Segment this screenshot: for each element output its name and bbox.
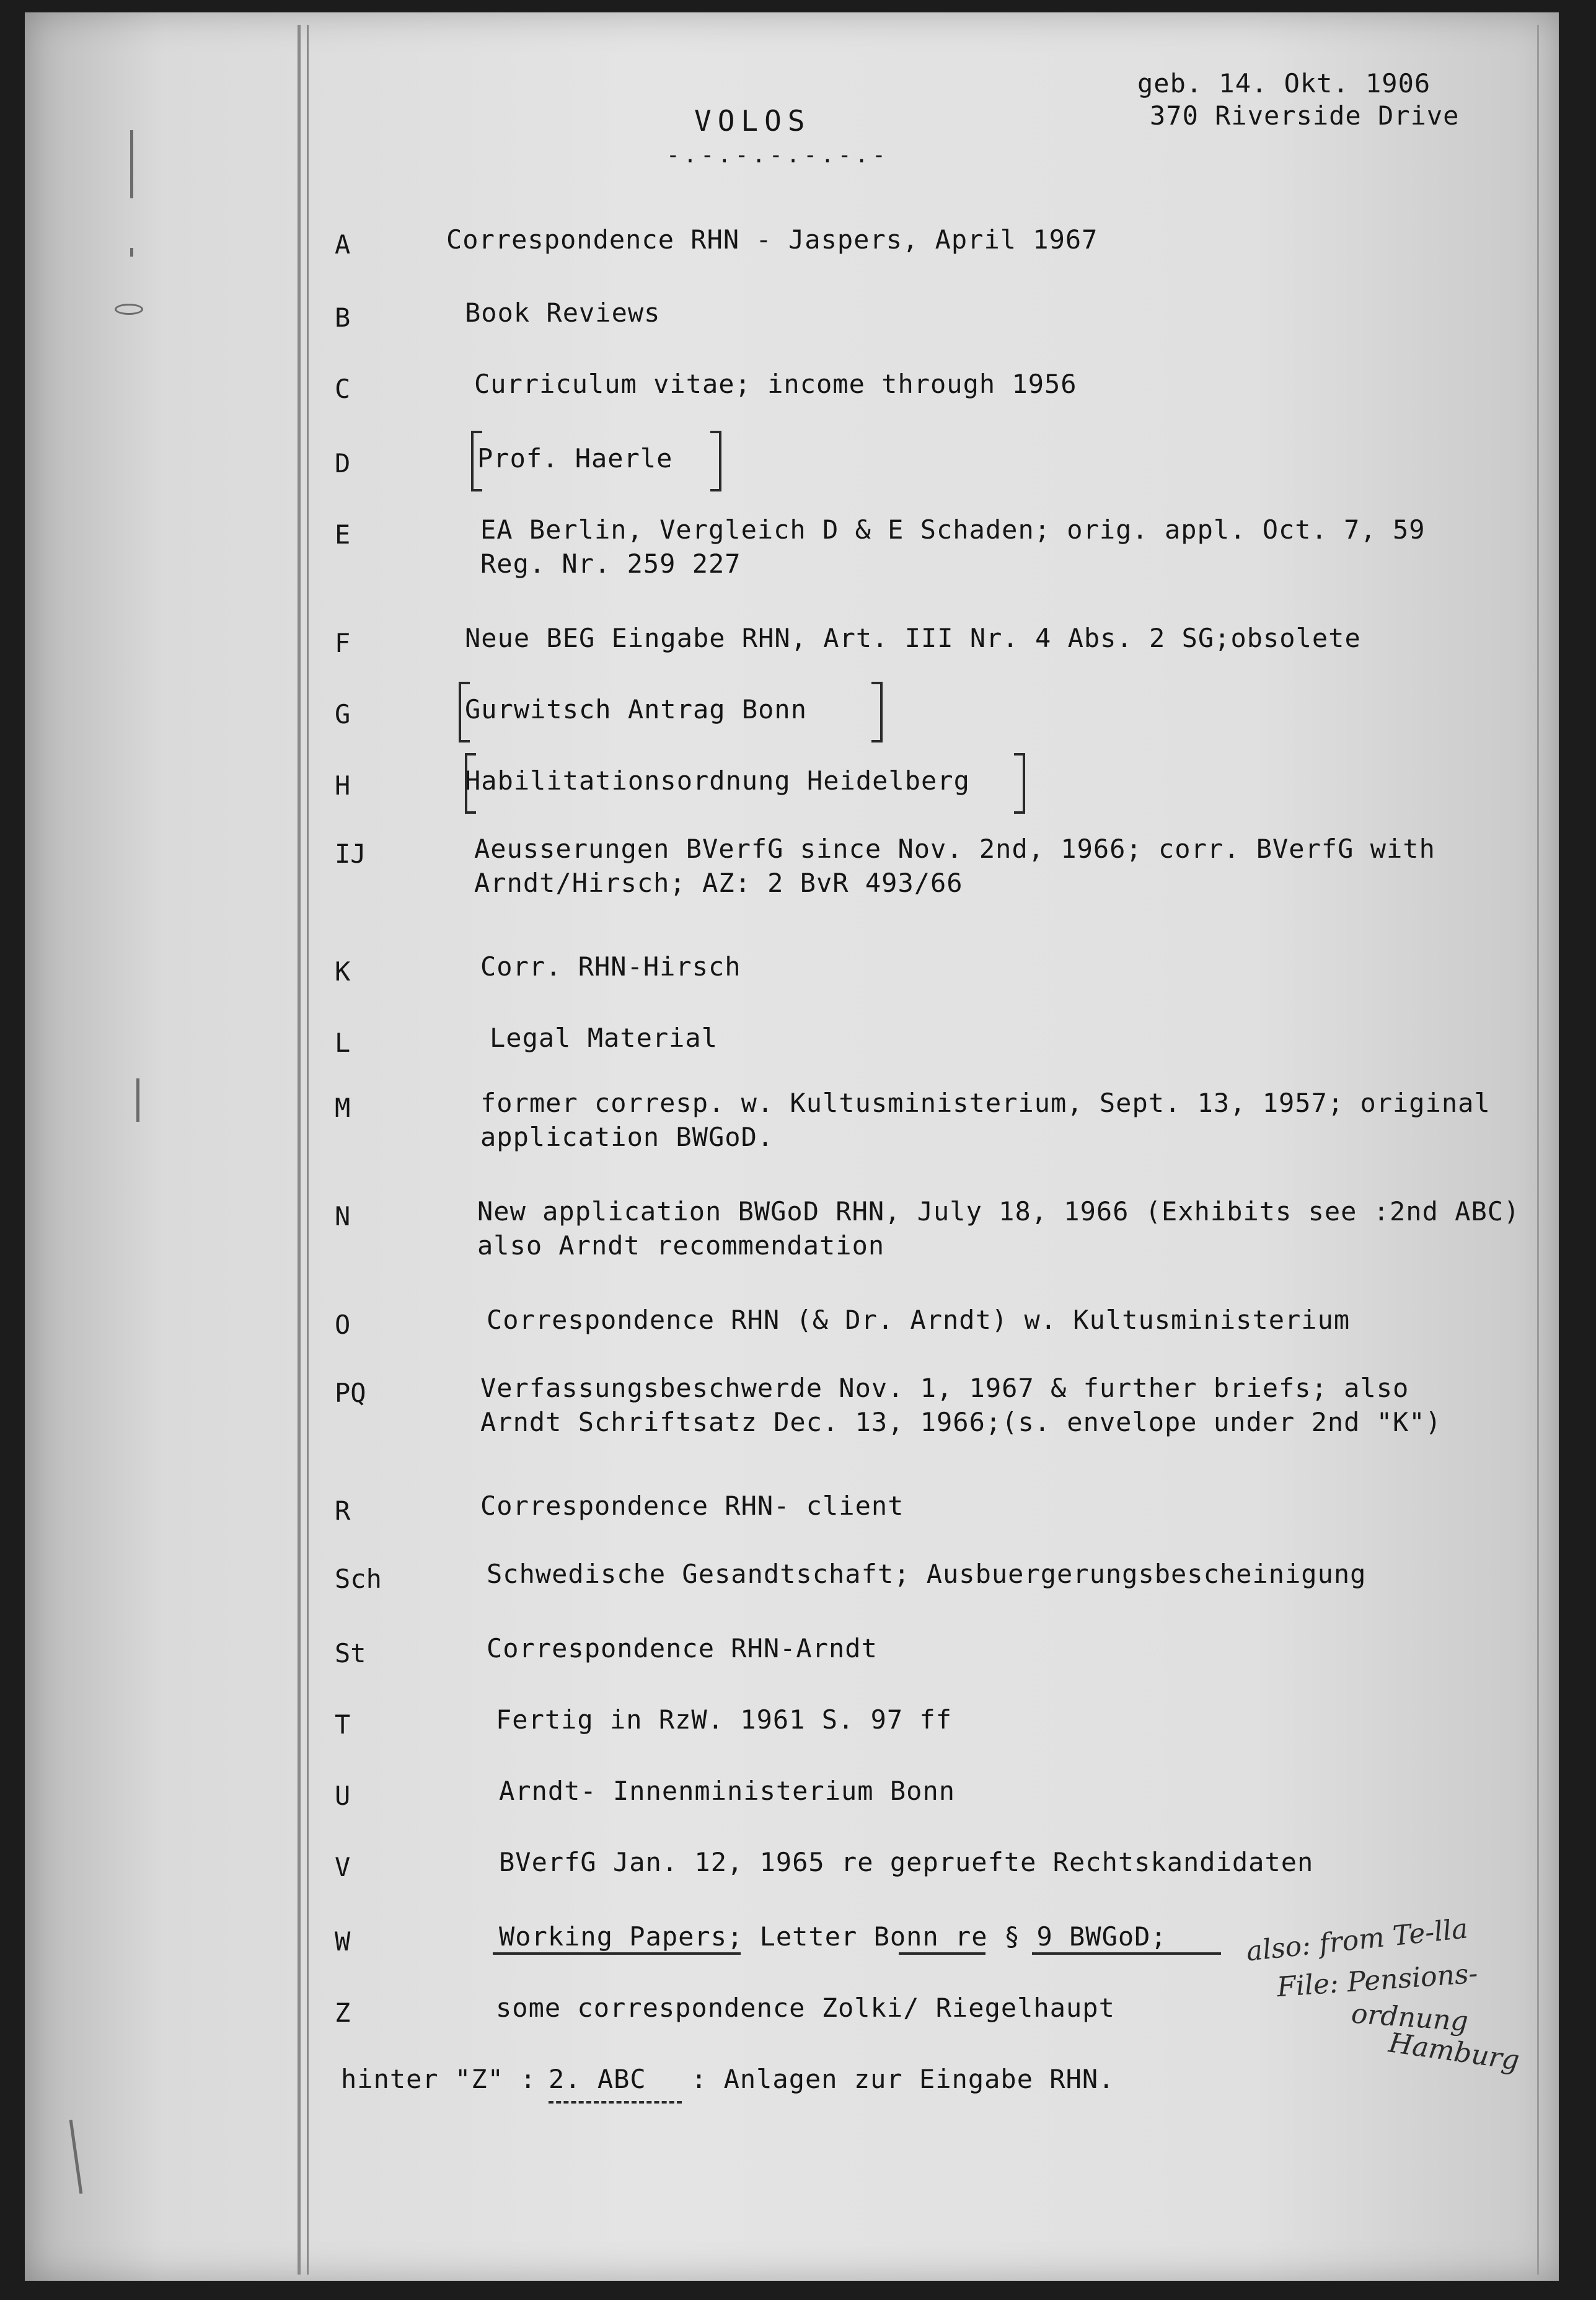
margin-rule — [298, 25, 301, 2275]
entry-text: Book Reviews — [465, 297, 661, 328]
birth-note: geb. 14. Okt. 1906 — [1137, 68, 1431, 99]
bracket-left — [465, 753, 476, 814]
binder-mark — [136, 1078, 139, 1122]
entry-text: Neue BEG Eingabe RHN, Art. III Nr. 4 Abs. 2 SG;obsolete — [465, 623, 1361, 653]
binder-mark — [115, 304, 143, 315]
handwritten-note-line: ordnung — [1350, 1998, 1470, 2038]
entry-text: New application BWGoD RHN, July 18, 1966 (Exhibits see :2nd ABC) — [477, 1196, 1520, 1227]
entry-letter: T — [335, 1709, 351, 1740]
entry-text: Arndt- Innenministerium Bonn — [499, 1776, 956, 1806]
entry-text: Fertig in RzW. 1961 S. 97 ff — [496, 1704, 953, 1735]
address: 370 Riverside Drive — [1150, 100, 1460, 131]
entry-text: Corr. RHN-Hirsch — [480, 951, 741, 982]
entry-letter: W — [335, 1926, 351, 1957]
entry-letter: G — [335, 699, 351, 729]
entry-text: Prof. Haerle — [477, 443, 673, 474]
entry-text: Correspondence RHN (& Dr. Arndt) w. Kultusministerium — [487, 1305, 1351, 1335]
entry-text: EA Berlin, Vergleich D & E Schaden; orig. appl. Oct. 7, 59 — [480, 514, 1426, 545]
bracket-right — [871, 682, 883, 742]
bracket-right — [1014, 753, 1025, 814]
binder-mark — [130, 248, 133, 257]
bracket-left — [459, 682, 470, 742]
footer-rest: : Anlagen zur Eingabe RHN. — [691, 2064, 1115, 2094]
entry-text: former corresp. w. Kultusministerium, Sept. 13, 1957; original — [480, 1088, 1491, 1118]
entry-text: Arndt/Hirsch; AZ: 2 BvR 493/66 — [474, 868, 963, 898]
document-page — [25, 12, 1559, 2281]
entry-text: Verfassungsbeschwerde Nov. 1, 1967 & further briefs; also — [480, 1373, 1409, 1403]
entry-letter: Sch — [335, 1564, 382, 1594]
underline-working-papers — [493, 1952, 741, 1955]
binder-mark — [69, 2120, 83, 2194]
entry-letter: C — [335, 374, 351, 404]
margin-rule — [307, 25, 309, 2275]
entry-text: also Arndt recommendation — [477, 1230, 885, 1261]
entry-letter: L — [335, 1028, 351, 1058]
entry-letter: M — [335, 1093, 351, 1123]
entry-letter: O — [335, 1310, 351, 1340]
entry-text: Aeusserungen BVerfG since Nov. 2nd, 1966; corr. BVerfG with — [474, 834, 1435, 864]
entry-letter: F — [335, 628, 351, 658]
entry-text: Arndt Schriftsatz Dec. 13, 1966;(s. envelope under 2nd "K") — [480, 1407, 1442, 1437]
title-underline: -.-.-.-.-.-.- — [666, 143, 889, 168]
margin-rule — [1537, 25, 1539, 2275]
entry-letter: U — [335, 1781, 351, 1811]
entry-text: Schwedische Gesandtschaft; Ausbuergerungsbescheinigung — [487, 1559, 1367, 1589]
entry-text: application BWGoD. — [480, 1122, 774, 1152]
entry-text: Reg. Nr. 259 227 — [480, 549, 741, 579]
footer-highlight: 2. ABC — [549, 2064, 646, 2094]
entry-letter: K — [335, 956, 351, 987]
entry-letter: Z — [335, 1998, 351, 2028]
entry-text: Correspondence RHN-Arndt — [487, 1633, 878, 1663]
bracket-left — [471, 431, 482, 491]
underline-bwgod — [1032, 1952, 1221, 1955]
entry-letter: N — [335, 1201, 351, 1232]
entry-letter: A — [335, 229, 351, 260]
entry-text: some correspondence Zolki/ Riegelhaupt — [496, 1993, 1115, 2023]
entry-letter: St — [335, 1638, 366, 1668]
entry-letter: H — [335, 770, 351, 801]
entry-text: Correspondence RHN - Jaspers, April 1967 — [446, 224, 1098, 255]
entry-text: BVerfG Jan. 12, 1965 re gepruefte Rechtskandidaten — [499, 1847, 1314, 1877]
handwritten-note-line: also: from Te-lla — [1245, 1913, 1470, 1968]
entry-text: Curriculum vitae; income through 1956 — [474, 369, 1077, 399]
entry-letter: D — [335, 448, 351, 478]
entry-text: Correspondence RHN- client — [480, 1491, 904, 1521]
entry-letter: IJ — [335, 839, 366, 869]
entry-text: Habilitationsordnung Heidelberg — [465, 765, 970, 796]
document-title: VOLOS — [694, 104, 811, 138]
entry-text: Gurwitsch Antrag Bonn — [465, 694, 808, 725]
binder-mark — [130, 130, 133, 198]
footer-prefix: hinter "Z" : — [341, 2064, 537, 2094]
entry-letter: PQ — [335, 1378, 366, 1408]
handwritten-note-line: Hamburg — [1387, 2027, 1522, 2077]
entry-letter: E — [335, 519, 351, 550]
entry-text: Working Papers; Letter Bonn re § 9 BWGoD; — [499, 1921, 1167, 1952]
underline-bonn — [899, 1952, 985, 1955]
entry-text: Legal Material — [490, 1023, 718, 1053]
dashed-underline — [549, 2101, 682, 2104]
entry-letter: V — [335, 1852, 351, 1882]
entry-letter: R — [335, 1496, 351, 1526]
entry-letter: B — [335, 302, 351, 333]
handwritten-note-line: File: Pensions- — [1276, 1957, 1479, 2004]
bracket-right — [710, 431, 721, 491]
